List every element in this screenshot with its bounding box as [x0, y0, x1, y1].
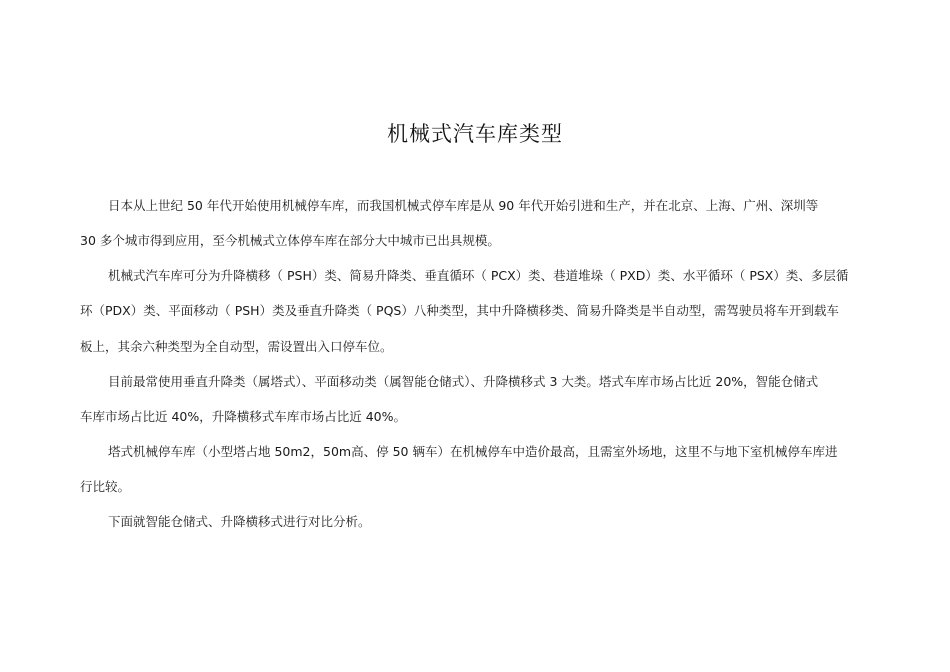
paragraph-4-line-2: 行比较。 — [80, 479, 131, 494]
paragraph-5-line-1: 下面就智能仓储式、升降横移式进行对比分析。 — [108, 514, 371, 529]
paragraph-1-line-2: 30 多个城市得到应用，至今机械式立体停车库在部分大中城市已出具规模。 — [80, 233, 500, 248]
paragraph-3-line-2: 车库市场占比近 40%，升降横移式车库市场占比近 40%。 — [80, 409, 407, 424]
paragraph-1-line-1: 日本从上世纪 50 年代开始使用机械停车库，而我国机械式停车库是从 90 年代开始引进和生产，并在北京、上海、广州、深圳等 — [108, 198, 819, 213]
paragraph-3-line-1: 目前最常使用垂直升降类（属塔式）、平面移动类（属智能仓储式）、升降横移式 3 大类。塔式车库市场占比近 20%，智能仓储式 — [108, 374, 819, 389]
paragraph-4-line-1: 塔式机械停车库（小型塔占地 50m2，50m高、停 50 辆车）在机械停车中造价最高，且需室外场地，这里不与地下室机械停车库进 — [108, 444, 838, 459]
paragraph-2-line-1: 机械式汽车库可分为升降横移（ PSH）类、简易升降类、垂直循环（ PCX）类、巷道堆垛（ PXD）类、水平循环（ PSX）类、多层循 — [108, 268, 849, 283]
document-title: 机械式汽车库类型 — [387, 122, 563, 146]
paragraph-2-line-2: 环（PDX）类、平面移动（ PSH）类及垂直升降类（ PQS）八种类型，其中升降横移类、简易升降类是半自动型，需驾驶员将车开到载车 — [80, 303, 839, 318]
paragraph-2-line-3: 板上，其余六种类型为全自动型，需设置出入口停车位。 — [80, 339, 393, 354]
